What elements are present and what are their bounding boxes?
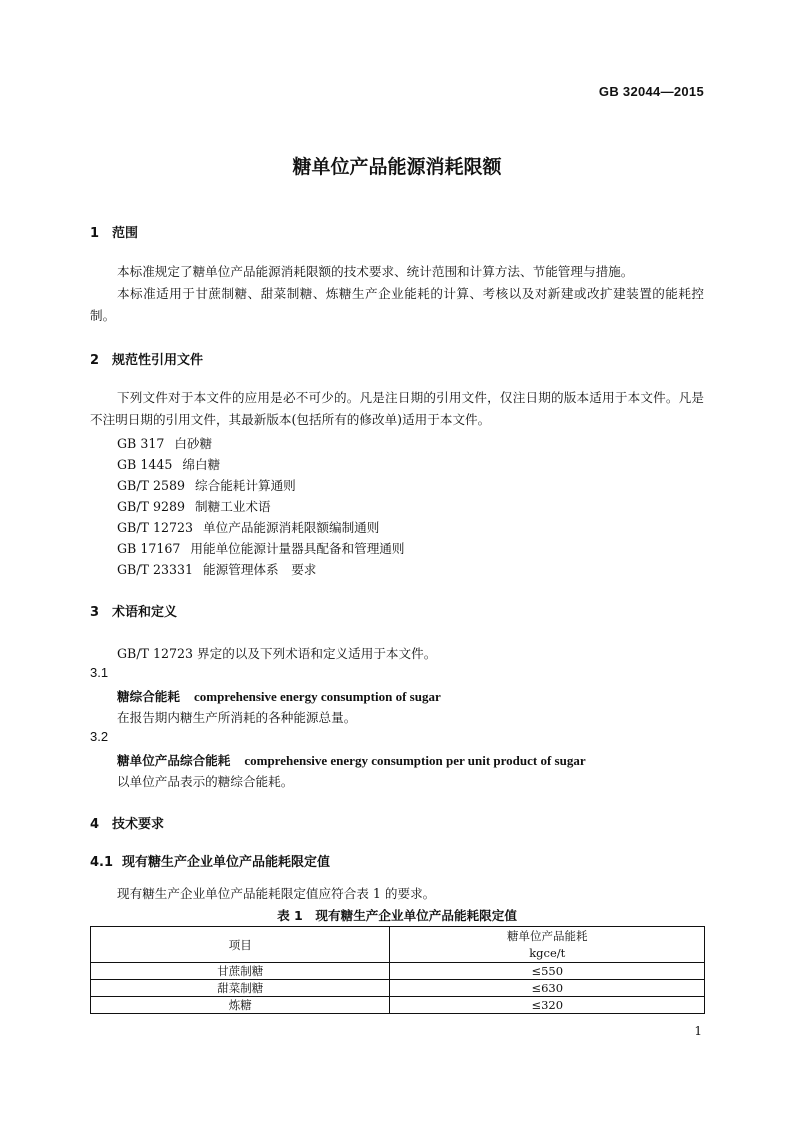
table-reference-sentence: 现有糖生产企业单位产品能耗限定值应符合表 1 的要求。 — [117, 886, 436, 901]
table-cell-value: ≤550 — [390, 963, 705, 980]
scope-paragraph-1: 本标准规定了糖单位产品能源消耗限额的技术要求、统计范围和计算方法、节能管理与措施。 — [117, 264, 634, 279]
reference-title: 能源管理体系 要求 — [203, 562, 317, 577]
table-cell-item: 甜菜制糖 — [91, 980, 390, 997]
term-name-en: comprehensive energy consumption of sugar — [193, 689, 441, 704]
section-number: 2 — [90, 353, 100, 368]
term-heading — [117, 686, 441, 705]
reference-title: 制糖工业术语 — [195, 499, 271, 514]
section-number: 3 — [90, 605, 100, 620]
table-cell-item: 炼糖 — [91, 997, 390, 1014]
table-header-row — [91, 927, 705, 963]
reference-item — [117, 517, 379, 536]
reference-title: 综合能耗计算通则 — [195, 478, 296, 493]
table-row — [91, 997, 705, 1014]
reference-title: 单位产品能源消耗限额编制通则 — [203, 520, 380, 535]
reference-item — [117, 433, 212, 452]
scope-paragraph-2: 本标准适用于甘蔗制糖、甜菜制糖、炼糖生产企业能耗的计算、考核以及对新建或改扩建装置的能耗控制。 — [90, 286, 704, 323]
reference-code: GB 17167 — [117, 541, 181, 556]
term-name-zh: 糖综合能耗 — [117, 689, 180, 704]
term-name-en: comprehensive energy consumption per unit product of sugar — [244, 753, 586, 768]
section-title: 范围 — [112, 226, 139, 241]
clause-number: 3.1 — [90, 665, 109, 680]
table-cell-value: ≤320 — [390, 997, 705, 1014]
reference-item — [117, 559, 316, 578]
energy-limit-table — [90, 926, 705, 1014]
reference-code: GB 1445 — [117, 457, 173, 472]
references-intro: 下列文件对于本文件的应用是必不可少的。凡是注日期的引用文件，仅注日期的版本适用于本文件。凡是不注明日期的引用文件，其最新版本(包括所有的修改单)适用于本文件。 — [90, 390, 704, 427]
reference-code: GB/T 2589 — [117, 478, 186, 493]
term-heading — [117, 750, 586, 769]
column-header-value — [390, 927, 705, 963]
reference-item — [117, 475, 296, 494]
reference-code: GB 317 — [117, 436, 165, 451]
term-definition: 以单位产品表示的糖综合能耗。 — [117, 774, 294, 789]
term-definition: 在报告期内糖生产所消耗的各种能源总量。 — [117, 710, 357, 725]
reference-title: 白砂糖 — [174, 436, 213, 451]
subsection-title: 现有糖生产企业单位产品能耗限定值 — [122, 855, 331, 870]
reference-title: 绵白糖 — [182, 457, 221, 472]
subsection-number: 4.1 — [90, 855, 114, 870]
reference-code: GB/T 12723 — [117, 520, 194, 535]
reference-item — [117, 496, 271, 515]
section-2-heading — [90, 349, 203, 368]
section-4-heading — [90, 813, 164, 832]
table-row — [91, 963, 705, 980]
column-header-value-unit: kgce/t — [529, 945, 566, 960]
standard-code: GB 32044—2015 — [598, 84, 704, 99]
reference-code: GB/T 23331 — [117, 562, 194, 577]
section-1-heading — [90, 222, 138, 241]
table-caption: 表 1 现有糖生产企业单位产品能耗限定值 — [277, 908, 517, 923]
page-number: 1 — [694, 1024, 702, 1038]
table-row — [91, 980, 705, 997]
section-title: 术语和定义 — [112, 605, 178, 620]
reference-item — [117, 454, 220, 473]
reference-title: 用能单位能源计量器具配备和管理通则 — [190, 541, 405, 556]
reference-item — [117, 538, 404, 557]
table-cell-item: 甘蔗制糖 — [91, 963, 390, 980]
terms-intro: GB/T 12723 界定的以及下列术语和定义适用于本文件。 — [117, 646, 437, 661]
column-header-value-label: 糖单位产品能耗 — [506, 928, 588, 943]
section-number: 1 — [90, 226, 100, 241]
clause-number: 3.2 — [90, 729, 109, 744]
subsection-4-1-heading — [90, 851, 330, 870]
term-name-zh: 糖单位产品综合能耗 — [117, 753, 231, 768]
section-3-heading — [90, 601, 177, 620]
section-title: 规范性引用文件 — [112, 353, 204, 368]
reference-code: GB/T 9289 — [117, 499, 186, 514]
section-title: 技术要求 — [112, 817, 165, 832]
section-number: 4 — [90, 817, 100, 832]
column-header-item: 项目 — [91, 927, 390, 963]
table-cell-value: ≤630 — [390, 980, 705, 997]
document-title: 糖单位产品能源消耗限额 — [292, 156, 502, 178]
